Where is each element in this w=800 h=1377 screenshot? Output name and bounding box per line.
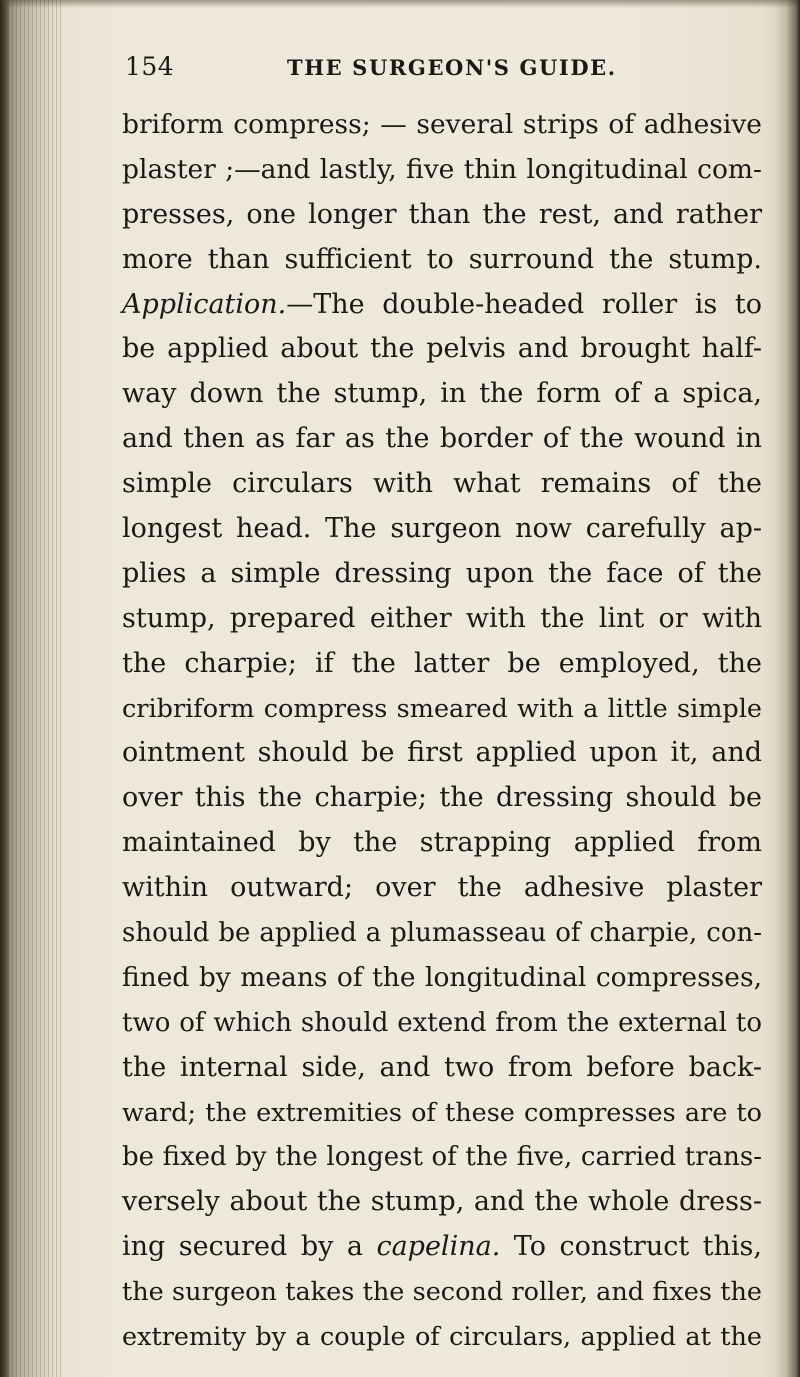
text-line xyxy=(122,462,762,507)
text-line xyxy=(122,866,762,911)
text-run: should be applied a plumasseau of charpie, con- xyxy=(122,918,762,949)
text-line xyxy=(122,1270,762,1315)
text-run: To construct this, xyxy=(500,1231,762,1263)
text-line xyxy=(122,507,762,552)
text-line xyxy=(122,687,762,732)
text-run: fined by means of the longitudinal compresses, xyxy=(122,961,762,993)
text-line xyxy=(122,417,762,462)
text-run: longest head. The surgeon now carefully ap- xyxy=(122,513,762,545)
text-run: ointment should be first applied upon it, and xyxy=(122,737,762,769)
text-run: ing secured by a xyxy=(122,1231,377,1263)
text-run: briform compress; — several strips of adhesive xyxy=(122,109,762,140)
text-run: plaster ;—and lastly, five thin longitudinal com- xyxy=(122,153,762,185)
text-line xyxy=(122,1046,762,1091)
text-line xyxy=(122,1315,762,1360)
text-line xyxy=(122,1135,762,1180)
text-run: presses, one longer than the rest, and rather xyxy=(122,198,762,230)
text-line xyxy=(122,327,762,372)
text-run: more than sufficient to surround the stump. xyxy=(122,243,762,275)
text-run: be fixed by the longest of the five, carried trans- xyxy=(122,1142,762,1173)
text-run: extremity by a couple of circulars, applied at the xyxy=(122,1322,762,1353)
text-line xyxy=(122,642,762,687)
text-line xyxy=(122,372,762,417)
text-line xyxy=(122,1180,762,1225)
page-number: 154 xyxy=(125,52,175,81)
text-run: versely about the stump, and the whole dress- xyxy=(122,1186,762,1218)
running-title: THE SURGEON'S GUIDE. xyxy=(287,55,617,80)
text-line xyxy=(122,103,762,148)
body-text xyxy=(122,103,762,1360)
text-line xyxy=(122,1225,762,1270)
text-line xyxy=(122,776,762,821)
text-line xyxy=(122,911,762,956)
text-line xyxy=(122,552,762,597)
text-run: two of which should extend from the external to xyxy=(122,1007,762,1038)
text-run: over this the charpie; the dressing should be xyxy=(122,782,762,814)
binding-edge xyxy=(0,0,10,1377)
italic-text: Application. xyxy=(122,288,287,320)
text-line xyxy=(122,148,762,193)
text-run: within outward; over the adhesive plaster xyxy=(122,872,762,904)
text-run: stump, prepared either with the lint or with xyxy=(122,602,762,634)
page-top-shadow xyxy=(0,0,800,8)
text-run: simple circulars with what remains of the xyxy=(122,468,762,500)
text-line xyxy=(122,283,762,328)
text-line xyxy=(122,731,762,776)
text-run: cribriform compress smeared with a little simple xyxy=(122,693,762,724)
text-line xyxy=(122,821,762,866)
page-fore-edge xyxy=(774,0,800,1377)
text-run: and then as far as the border of the wound in xyxy=(122,423,762,455)
text-line xyxy=(122,238,762,283)
text-run: maintained by the strapping applied from xyxy=(122,827,762,859)
running-header xyxy=(125,52,685,86)
italic-text: capelina. xyxy=(376,1231,501,1263)
text-run: the internal side, and two from before back- xyxy=(122,1051,762,1083)
text-line xyxy=(122,956,762,1001)
text-run: plies a simple dressing upon the face of the xyxy=(122,557,762,589)
text-run: be applied about the pelvis and brought half- xyxy=(122,333,762,365)
text-run: ward; the extremities of these compresses are to xyxy=(122,1097,762,1128)
text-run: way down the stump, in the form of a spica, xyxy=(122,378,762,410)
text-run: —The double-headed roller is to xyxy=(286,288,762,320)
text-run: the charpie; if the latter be employed, the xyxy=(122,647,762,679)
text-line xyxy=(122,1001,762,1046)
text-run: the surgeon takes the second roller, and fixes the xyxy=(122,1277,762,1308)
text-line xyxy=(122,597,762,642)
text-line xyxy=(122,193,762,238)
text-line xyxy=(122,1091,762,1136)
